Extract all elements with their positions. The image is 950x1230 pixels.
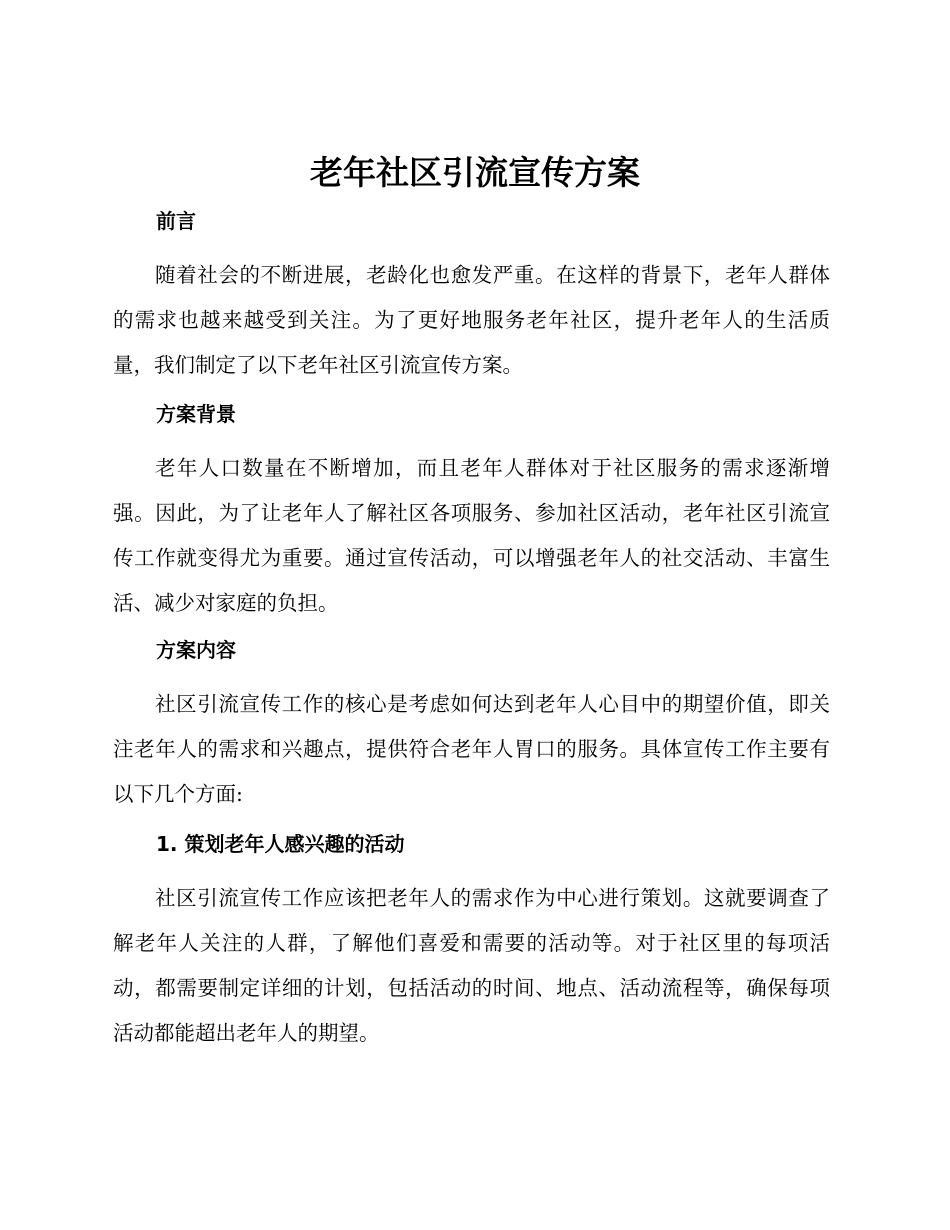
subsection-heading-activities: 1. 策划老年人感兴趣的活动 <box>156 832 405 856</box>
subsection-paragraph-activities: 社区引流宣传工作应该把老年人的需求作为中心进行策划。这就要调查了解老年人关注的人群，了解他们喜爱和需要的活动等。对于社区里的每项活动，都需要制定详细的计划，包括活动的时间、地点、活动流程等，确保每项活动都能超出老年人的期望。 <box>113 886 830 1045</box>
section-paragraph-background: 老年人口数量在不断增加，而且老年人群体对于社区服务的需求逐渐增强。因此，为了让老年人了解社区各项服务、参加社区活动，老年社区引流宣传工作就变得尤为重要。通过宣传活动，可以增强老年人的社交活动、丰富生活、减少对家庭的负担。 <box>113 456 830 615</box>
section-heading-preface: 前言 <box>156 209 196 233</box>
section-heading-content: 方案内容 <box>156 638 236 662</box>
section-paragraph-content: 社区引流宣传工作的核心是考虑如何达到老年人心目中的期望价值，即关注老年人的需求和兴趣点，提供符合老年人胃口的服务。具体宣传工作主要有以下几个方面: <box>113 692 830 806</box>
section-heading-background: 方案背景 <box>156 402 236 426</box>
document-title: 老年社区引流宣传方案 <box>310 153 640 192</box>
section-paragraph-preface: 随着社会的不断进展，老龄化也愈发严重。在这样的背景下，老年人群体的需求也越来越受到关注。为了更好地服务老年社区，提升老年人的生活质量，我们制定了以下老年社区引流宣传方案。 <box>113 263 830 377</box>
